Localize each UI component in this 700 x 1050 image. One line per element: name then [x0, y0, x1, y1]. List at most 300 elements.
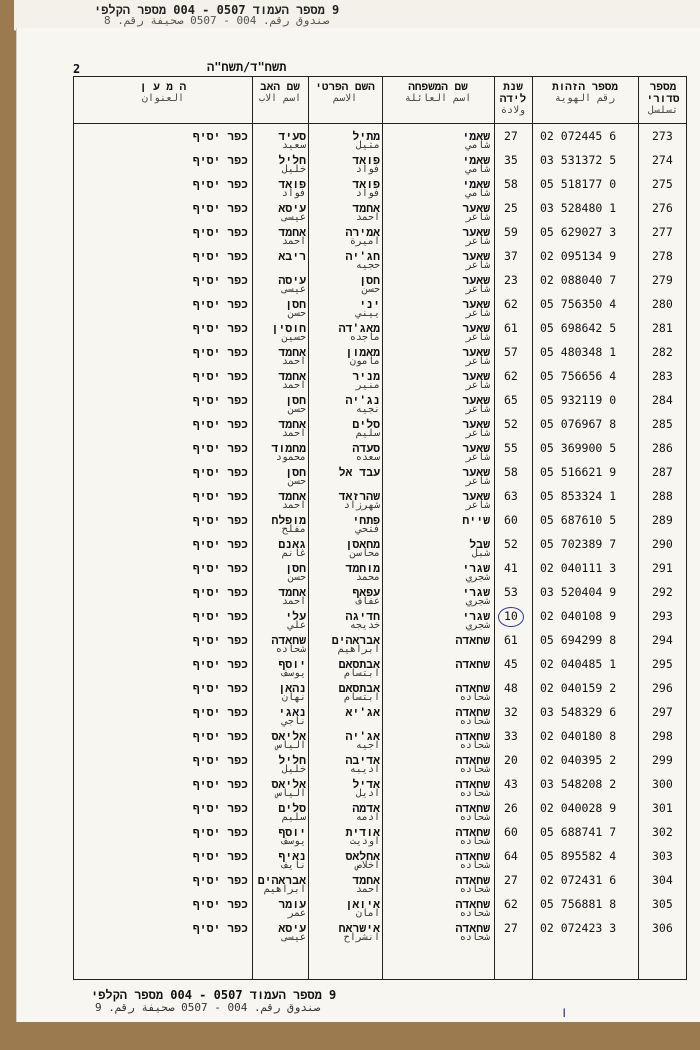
- first-name-arabic: احمد: [355, 212, 380, 223]
- father-name-cell: נאיף: [278, 849, 306, 863]
- first-name-cell: סלים: [352, 417, 380, 431]
- first-name-cell: חדיגה: [345, 609, 380, 623]
- family-name-arabic: شاعر: [465, 260, 490, 271]
- father-name-arabic: حسن: [287, 572, 306, 583]
- serial-cell: 285: [652, 417, 673, 431]
- table-row: [74, 871, 688, 895]
- serial-cell: 301: [652, 801, 673, 815]
- table-row: [74, 367, 688, 391]
- serial-cell: 280: [652, 297, 673, 311]
- page-number: 2: [73, 62, 81, 76]
- father-name-arabic: الياس: [275, 740, 306, 751]
- father-name-arabic: عيسى: [281, 284, 306, 295]
- header-birth-year: שנת לידה ولادة: [499, 80, 527, 116]
- father-name-arabic: الياس: [275, 788, 306, 799]
- first-name-arabic: اخلاص: [355, 860, 380, 871]
- father-name-arabic: نايف: [281, 860, 306, 871]
- address-cell: כפר יסיף: [192, 921, 248, 935]
- id-number-cell: 05 076967 8: [540, 417, 617, 431]
- first-name-arabic: ابراهيم: [337, 644, 380, 655]
- serial-cell: 294: [652, 633, 673, 647]
- birth-year-cell: 10: [504, 609, 518, 623]
- first-name-cell: חג'יה: [345, 249, 380, 263]
- father-name-cell: אחמד: [278, 225, 306, 239]
- id-number-cell: 02 040395 2: [540, 753, 617, 767]
- address-cell: כפר יסיף: [192, 729, 248, 743]
- family-name-cell: שייח: [462, 513, 490, 527]
- table-row: [74, 199, 688, 223]
- id-number-cell: 02 040111 3: [540, 561, 617, 575]
- first-name-cell: נג'יה: [345, 393, 380, 407]
- father-name-cell: חסן: [285, 297, 306, 311]
- father-name-cell: אבראהים: [257, 873, 306, 887]
- first-name-cell: מניר: [352, 369, 380, 383]
- family-name-arabic: شاعر: [465, 308, 490, 319]
- serial-cell: 290: [652, 537, 673, 551]
- birth-year-cell: 48: [504, 681, 518, 695]
- father-name-arabic: سعيد: [281, 140, 306, 151]
- first-name-cell: אבראהים: [331, 633, 380, 647]
- address-cell: כפר יסיף: [192, 465, 248, 479]
- family-name-cell: שאער: [462, 297, 490, 311]
- family-name-cell: שחאדה: [455, 897, 490, 911]
- father-name-arabic: احمد: [281, 428, 306, 439]
- birth-year-cell: 61: [504, 321, 518, 335]
- serial-cell: 287: [652, 465, 673, 479]
- first-name-arabic: سليم: [355, 428, 380, 439]
- serial-cell: 303: [652, 849, 673, 863]
- id-number-cell: 02 040180 8: [540, 729, 617, 743]
- id-number-cell: 05 932119 0: [540, 393, 617, 407]
- id-number-cell: 02 095134 9: [540, 249, 617, 263]
- birth-year-cell: 27: [504, 921, 518, 935]
- id-number-cell: 02 040108 9: [540, 609, 617, 623]
- id-number-cell: 05 756656 4: [540, 369, 617, 383]
- birth-year-cell: 63: [504, 489, 518, 503]
- id-number-cell: 05 480348 1: [540, 345, 617, 359]
- family-name-arabic: شاعر: [465, 404, 490, 415]
- address-cell: כפר יסיף: [192, 561, 248, 575]
- family-name-cell: שגרי: [462, 561, 490, 575]
- family-name-arabic: شحاده: [459, 908, 490, 919]
- address-cell: כפר יסיף: [192, 417, 248, 431]
- family-name-cell: שאער: [462, 393, 490, 407]
- birth-year-cell: 27: [504, 873, 518, 887]
- family-name-arabic: شحاده: [459, 716, 490, 727]
- first-name-arabic: اجيه: [355, 740, 380, 751]
- address-cell: כפר יסיף: [192, 273, 248, 287]
- address-cell: כפר יסיף: [192, 897, 248, 911]
- family-name-cell: שחאדה: [455, 849, 490, 863]
- family-name-arabic: شجري: [465, 596, 490, 607]
- address-cell: כפר יסיף: [192, 609, 248, 623]
- table-row: [74, 895, 688, 919]
- serial-cell: 277: [652, 225, 673, 239]
- id-number-cell: 05 629027 3: [540, 225, 617, 239]
- father-name-arabic: عيسى: [281, 932, 306, 943]
- birth-year-cell: 23: [504, 273, 518, 287]
- id-number-cell: 02 040028 9: [540, 801, 617, 815]
- father-name-arabic: يوسف: [281, 668, 306, 679]
- register-page: [16, 28, 700, 1022]
- address-cell: כפר יסיף: [192, 537, 248, 551]
- table-row: [74, 559, 688, 583]
- serial-cell: 275: [652, 177, 673, 191]
- first-name-cell: אודית: [345, 825, 380, 839]
- back-sheet-subheader: صندوق رقم. 004 - 0507 صحيفة رقم. 8: [104, 14, 330, 27]
- table-row: [74, 631, 688, 655]
- family-name-arabic: شامي: [465, 164, 490, 175]
- father-name-arabic: احمد: [281, 500, 306, 511]
- id-number-cell: 05 694299 8: [540, 633, 617, 647]
- address-cell: כפר יסיף: [192, 801, 248, 815]
- serial-cell: 286: [652, 441, 673, 455]
- first-name-cell: פתחי: [352, 513, 380, 527]
- serial-cell: 298: [652, 729, 673, 743]
- address-cell: כפר יסיף: [192, 705, 248, 719]
- id-number-cell: 03 548329 6: [540, 705, 617, 719]
- father-name-arabic: حسين: [281, 332, 306, 343]
- serial-cell: 293: [652, 609, 673, 623]
- first-name-cell: אישראח: [338, 921, 380, 935]
- family-name-arabic: شامي: [465, 140, 490, 151]
- birth-year-cell: 62: [504, 297, 518, 311]
- family-name-cell: שאער: [462, 369, 490, 383]
- father-name-cell: חליל: [278, 753, 306, 767]
- serial-cell: 302: [652, 825, 673, 839]
- father-name-arabic: محمود: [275, 452, 306, 463]
- family-name-cell: שחאדה: [455, 633, 490, 647]
- first-name-arabic: فواد: [355, 164, 380, 175]
- table-row: [74, 151, 688, 175]
- table-row: [74, 319, 688, 343]
- table-row: [74, 775, 688, 799]
- family-name-cell: שבל: [469, 537, 490, 551]
- father-name-cell: יוסף: [278, 657, 306, 671]
- father-name-cell: נאגי: [278, 705, 306, 719]
- father-name-arabic: عيسى: [281, 212, 306, 223]
- birth-year-cell: 25: [504, 201, 518, 215]
- address-cell: כפר יסיף: [192, 369, 248, 383]
- first-name-cell: פואד: [352, 153, 380, 167]
- address-cell: כפר יסיף: [192, 129, 248, 143]
- father-name-arabic: احمد: [281, 356, 306, 367]
- serial-cell: 274: [652, 153, 673, 167]
- father-name-cell: מופלח: [271, 513, 306, 527]
- serial-cell: 300: [652, 777, 673, 791]
- address-cell: כפר יסיף: [192, 825, 248, 839]
- id-number-cell: 05 688741 7: [540, 825, 617, 839]
- table-row: [74, 703, 688, 727]
- birth-year-cell: 37: [504, 249, 518, 263]
- first-name-cell: אדיל: [352, 777, 380, 791]
- father-name-cell: פואד: [278, 177, 306, 191]
- father-name-cell: עיסה: [278, 273, 306, 287]
- address-cell: כפר יסיף: [192, 297, 248, 311]
- id-number-cell: 05 698642 5: [540, 321, 617, 335]
- family-name-cell: שאער: [462, 201, 490, 215]
- first-name-cell: אחמד: [352, 201, 380, 215]
- first-name-arabic: اديل: [355, 788, 380, 799]
- first-name-arabic: متيل: [355, 140, 380, 151]
- first-name-cell: יני: [359, 297, 380, 311]
- id-number-cell: 02 040159 2: [540, 681, 617, 695]
- id-number-cell: 05 853324 1: [540, 489, 617, 503]
- first-name-arabic: اوديت: [349, 836, 380, 847]
- first-name-arabic: سعده: [355, 452, 380, 463]
- table-row: [74, 343, 688, 367]
- first-name-arabic: ابتسام: [343, 668, 380, 679]
- first-name-cell: עפאף: [352, 585, 380, 599]
- family-name-arabic: شحاده: [459, 812, 490, 823]
- father-name-cell: יוסף: [278, 825, 306, 839]
- table-row: [74, 919, 688, 943]
- family-name-cell: שחאדה: [455, 873, 490, 887]
- family-name-arabic: شاعر: [465, 356, 490, 367]
- first-name-cell: אבתסאם: [338, 681, 380, 695]
- id-number-cell: 05 687610 5: [540, 513, 617, 527]
- birth-year-cell: 41: [504, 561, 518, 575]
- father-name-arabic: نهان: [281, 692, 306, 703]
- family-name-arabic: شحاده: [459, 740, 490, 751]
- family-name-cell: שחאדה: [455, 801, 490, 815]
- father-name-cell: חוסין: [271, 321, 306, 335]
- table-row: [74, 487, 688, 511]
- first-name-cell: איואן: [345, 897, 380, 911]
- family-name-cell: שגרי: [462, 609, 490, 623]
- father-name-arabic: علي: [287, 620, 306, 631]
- father-name-arabic: احمد: [281, 596, 306, 607]
- birth-year-cell: 58: [504, 465, 518, 479]
- address-cell: כפר יסיף: [192, 633, 248, 647]
- first-name-cell: אבתסאם: [338, 657, 380, 671]
- family-name-arabic: شاعر: [465, 428, 490, 439]
- family-name-arabic: شاعر: [465, 212, 490, 223]
- first-name-arabic: منير: [355, 380, 380, 391]
- serial-cell: 273: [652, 129, 673, 143]
- serial-cell: 282: [652, 345, 673, 359]
- year-label: תשח"ד/תשח"ה: [207, 60, 287, 74]
- family-name-cell: שאער: [462, 465, 490, 479]
- table-row: [74, 391, 688, 415]
- serial-cell: 305: [652, 897, 673, 911]
- birth-year-cell: 57: [504, 345, 518, 359]
- birth-year-cell: 45: [504, 657, 518, 671]
- first-name-cell: מחאסן: [345, 537, 380, 551]
- first-name-arabic: عفاف: [355, 596, 380, 607]
- father-name-cell: אליאס: [271, 729, 306, 743]
- table-row: [74, 511, 688, 535]
- first-name-arabic: اميرة: [349, 236, 380, 247]
- first-name-cell: מאג'דה: [338, 321, 380, 335]
- family-name-cell: שאער: [462, 489, 490, 503]
- first-name-cell: אג'יה: [345, 729, 380, 743]
- father-name-cell: סעיד: [278, 129, 306, 143]
- father-name-cell: חסן: [285, 561, 306, 575]
- family-name-cell: שחאדה: [455, 777, 490, 791]
- id-number-cell: 05 756881 8: [540, 897, 617, 911]
- header-address: ה מ ע ן العنوان: [139, 80, 187, 104]
- family-name-arabic: شجري: [465, 572, 490, 583]
- birth-year-cell: 53: [504, 585, 518, 599]
- father-name-cell: אחמד: [278, 417, 306, 431]
- table-row: [74, 175, 688, 199]
- serial-cell: 306: [652, 921, 673, 935]
- family-name-cell: שאער: [462, 225, 490, 239]
- id-number-cell: 05 518177 0: [540, 177, 617, 191]
- birth-year-cell: 64: [504, 849, 518, 863]
- serial-cell: 278: [652, 249, 673, 263]
- family-name-cell: שחאדה: [455, 825, 490, 839]
- address-cell: כפר יסיף: [192, 489, 248, 503]
- address-cell: כפר יסיף: [192, 153, 248, 167]
- family-name-arabic: شبل: [471, 548, 490, 559]
- first-name-cell: מתיל: [352, 129, 380, 143]
- father-name-arabic: حسن: [287, 476, 306, 487]
- father-name-cell: חליל: [278, 153, 306, 167]
- birth-year-cell: 20: [504, 753, 518, 767]
- father-name-arabic: احمد: [281, 236, 306, 247]
- family-name-cell: שאמי: [462, 153, 490, 167]
- first-name-cell: אחלאס: [345, 849, 380, 863]
- table-row: [74, 679, 688, 703]
- family-name-cell: שאמי: [462, 129, 490, 143]
- first-name-arabic: محاسن: [349, 548, 380, 559]
- id-number-cell: 03 531372 5: [540, 153, 617, 167]
- first-name-arabic: انشراح: [343, 932, 380, 943]
- family-name-arabic: شجري: [465, 620, 490, 631]
- birth-year-cell: 52: [504, 417, 518, 431]
- birth-year-cell: 61: [504, 633, 518, 647]
- address-cell: כפר יסיף: [192, 225, 248, 239]
- father-name-arabic: فواد: [281, 188, 306, 199]
- father-name-cell: עיסא: [278, 921, 306, 935]
- first-name-arabic: اديبه: [349, 764, 380, 775]
- father-name-cell: גאנם: [278, 537, 306, 551]
- serial-cell: 297: [652, 705, 673, 719]
- first-name-arabic: حسن: [361, 284, 380, 295]
- id-number-cell: 05 702389 7: [540, 537, 617, 551]
- family-name-cell: שאער: [462, 273, 490, 287]
- first-name-arabic: شهرزاد: [343, 500, 380, 511]
- family-name-arabic: شاعر: [465, 500, 490, 511]
- first-name-arabic: احمد: [355, 884, 380, 895]
- first-name-arabic: ادمه: [355, 812, 380, 823]
- first-name-cell: סעדה: [352, 441, 380, 455]
- family-name-arabic: شحاده: [459, 692, 490, 703]
- address-cell: כפר יסיף: [192, 201, 248, 215]
- table-row: [74, 439, 688, 463]
- first-name-arabic: نجيه: [355, 404, 380, 415]
- family-name-arabic: شاعر: [465, 452, 490, 463]
- father-name-cell: עיסא: [278, 201, 306, 215]
- address-cell: כפר יסיף: [192, 681, 248, 695]
- family-name-cell: שאער: [462, 441, 490, 455]
- father-name-cell: עלי: [285, 609, 306, 623]
- father-name-cell: סלים: [278, 801, 306, 815]
- serial-cell: 304: [652, 873, 673, 887]
- father-name-arabic: حسن: [287, 308, 306, 319]
- table-row: [74, 823, 688, 847]
- family-name-arabic: شحاده: [459, 836, 490, 847]
- father-name-arabic: ابراهيم: [263, 884, 306, 895]
- table-row: [74, 295, 688, 319]
- father-name-cell: ריבא: [278, 249, 306, 263]
- birth-year-cell: 43: [504, 777, 518, 791]
- address-cell: כפר יסיף: [192, 441, 248, 455]
- father-name-arabic: يوسف: [281, 836, 306, 847]
- id-number-cell: 05 895582 4: [540, 849, 617, 863]
- father-name-arabic: حسن: [287, 404, 306, 415]
- family-name-arabic: شاعر: [465, 236, 490, 247]
- family-name-arabic: شحاده: [459, 932, 490, 943]
- id-number-cell: 03 548208 2: [540, 777, 617, 791]
- first-name-cell: מוחמד: [345, 561, 380, 575]
- first-name-arabic: امان: [355, 908, 380, 919]
- father-name-cell: חסן: [285, 393, 306, 407]
- address-cell: כפר יסיף: [192, 585, 248, 599]
- id-number-cell: 05 516621 9: [540, 465, 617, 479]
- first-name-arabic: خديجه: [349, 620, 380, 631]
- header-family-name: שם המשפחה اسم العائلة: [404, 80, 472, 104]
- id-number-cell: 02 040485 1: [540, 657, 617, 671]
- first-name-arabic: محمد: [355, 572, 380, 583]
- birth-year-cell: 62: [504, 369, 518, 383]
- header-divider: [74, 123, 686, 124]
- family-name-arabic: شحاده: [459, 788, 490, 799]
- father-name-arabic: سليم: [281, 812, 306, 823]
- table-row: [74, 415, 688, 439]
- footer-line-1: 9 מספר העמוד 0507 - 004 מספר הקלפי: [91, 988, 337, 1002]
- id-number-cell: 02 072445 6: [540, 129, 617, 143]
- address-cell: כפר יסיף: [192, 849, 248, 863]
- family-name-cell: שחאדה: [455, 657, 490, 671]
- family-name-arabic: شحاده: [459, 884, 490, 895]
- birth-year-cell: 26: [504, 801, 518, 815]
- first-name-arabic: فتحي: [355, 524, 380, 535]
- table-row: [74, 127, 688, 151]
- address-cell: כפר יסיף: [192, 753, 248, 767]
- address-cell: כפר יסיף: [192, 177, 248, 191]
- serial-cell: 299: [652, 753, 673, 767]
- header-id-number: מספר הזהות رقم الهوية: [551, 80, 619, 104]
- footer-line-2: صندوق رقم. 004 - 0507 صحيفة رقم. 9: [95, 1001, 321, 1014]
- father-name-arabic: خليل: [281, 164, 306, 175]
- birth-year-cell: 55: [504, 441, 518, 455]
- back-sheet-header: 9 מספר העמוד 0507 - 004 מספר הקלפי: [94, 3, 340, 17]
- serial-cell: 291: [652, 561, 673, 575]
- father-name-arabic: خليل: [281, 764, 306, 775]
- family-name-arabic: شاعر: [465, 476, 490, 487]
- header-serial: מספר סדורי تسلسل: [646, 80, 680, 116]
- father-name-cell: מחמוד: [271, 441, 306, 455]
- table-row: [74, 655, 688, 679]
- family-name-cell: שחאדה: [455, 705, 490, 719]
- table-row: [74, 271, 688, 295]
- father-name-arabic: عمر: [287, 908, 306, 919]
- first-name-arabic: فواد: [355, 188, 380, 199]
- address-cell: כפר יסיף: [192, 777, 248, 791]
- father-name-arabic: احمد: [281, 380, 306, 391]
- family-name-cell: שאמי: [462, 177, 490, 191]
- birth-year-cell: 60: [504, 825, 518, 839]
- family-name-cell: שחאדה: [455, 681, 490, 695]
- serial-cell: 281: [652, 321, 673, 335]
- address-cell: כפר יסיף: [192, 249, 248, 263]
- father-name-cell: אחמד: [278, 489, 306, 503]
- serial-cell: 276: [652, 201, 673, 215]
- id-number-cell: 02 088040 7: [540, 273, 617, 287]
